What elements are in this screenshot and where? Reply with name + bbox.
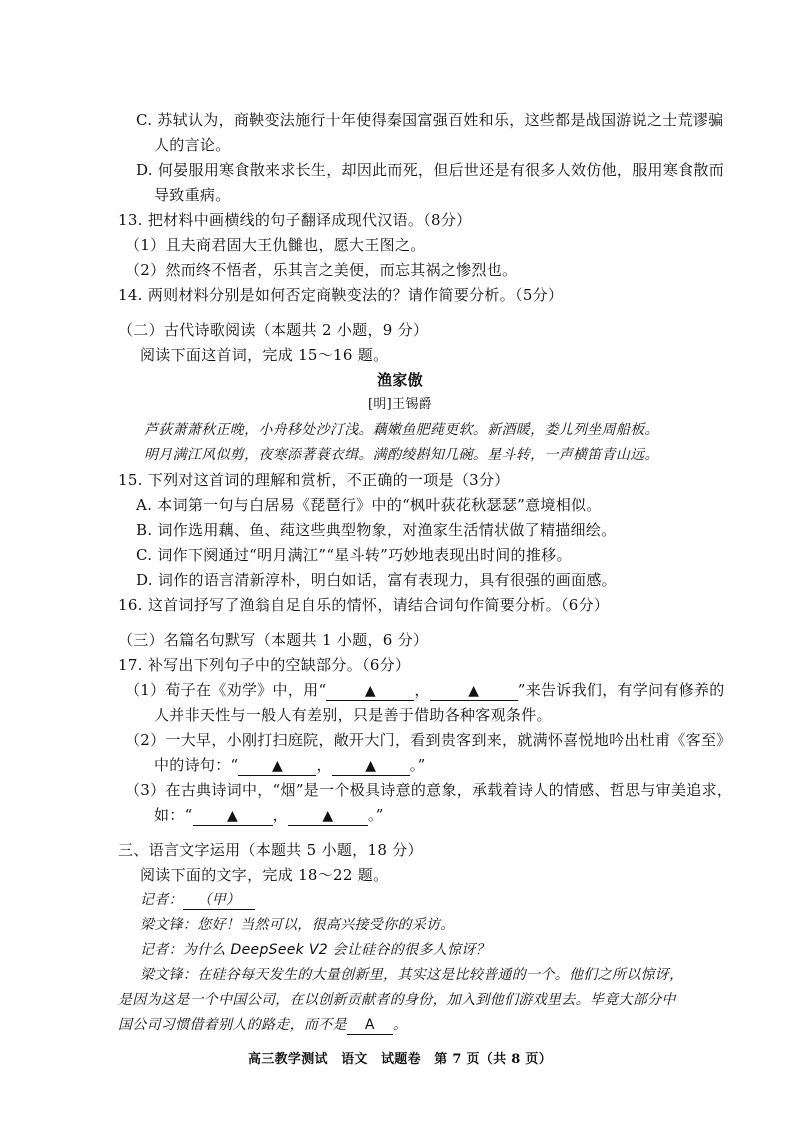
q17-item1-suffix: ”来告诉我们，有学问有修养的	[517, 681, 725, 699]
poem-line-1: 芦荻萧萧秋正晚，小舟移处沙汀浅。藕嫩鱼肥莼更软。新酒暖，娄儿列坐周船板。	[144, 422, 659, 438]
q17-item-3-blanks	[154, 805, 384, 826]
reporter-question: 记者：为什么 DeepSeek V2 会让硅谷的很多人惊讶？	[140, 942, 490, 958]
reply-end: 。	[392, 1017, 408, 1033]
liang-reply-1: 梁文锋：您好！当然可以，很高兴接受你的采访。	[140, 917, 455, 933]
q15-option-b: B. 词作选用藕、鱼、莼这些典型物象，对渔家生活情状做了精描细绘。	[136, 521, 617, 539]
q17-item-2: （2）一大早，小刚打扫庭院，敞开大门，看到贵客到来，就满怀喜悦地吟出杜甫《客至》	[125, 731, 732, 749]
blank-a[interactable]: A	[347, 1016, 393, 1035]
q17-item1-prefix: （1）荀子在《劝学》中，用“	[125, 681, 327, 699]
q13-title: 13. 把材料中画横线的句子翻译成现代汉语。（8分）	[118, 211, 472, 229]
blank-jia[interactable]: （甲）	[183, 891, 255, 910]
blank-marker: ▲	[364, 683, 376, 699]
q16-title: 16. 这首词抒写了渔翁自足自乐的情怀，请结合词句作简要分析。（6分）	[118, 596, 610, 614]
poem-line-2: 明月满江风似剪，夜寒添著蓑衣缉。满酌绫斟知几碗。星斗转，一声横笛青山远。	[144, 447, 659, 463]
liang-reply-2-line-3	[118, 1015, 407, 1035]
poem-author: [明]王锡爵	[368, 397, 432, 412]
blank-marker: ▲	[468, 683, 480, 699]
reply-text: 国公司习惯借着别人的路走，而不是	[118, 1017, 347, 1033]
q17-title: 17. 补写出下列句子中的空缺部分。（6分）	[118, 656, 411, 674]
poem-title: 渔家傲	[377, 371, 423, 389]
q17-item1-separator: ，	[414, 681, 430, 699]
liang-reply-2-line-1: 梁文锋：在硅谷每天发生的大量创新里，其实这是比较普通的一个。他们之所以惊讶，	[140, 967, 684, 983]
part3-heading: 三、语言文字运用（本题共 5 小题，18 分）	[118, 841, 423, 859]
section2-heading: （二）古代诗歌阅读（本题共 2 小题，9 分）	[118, 321, 429, 339]
section2-instruction: 阅读下面这首词，完成 15～16 题。	[140, 346, 389, 364]
q17-blank-3[interactable]	[238, 756, 316, 776]
section3-heading: （三）名篇名句默写（本题共 1 小题，6 分）	[118, 631, 429, 649]
q17-item2-prefix: 中的诗句：“	[154, 756, 239, 774]
q13-item-2: （2）然而终不悟者，乐其言之美便，而忘其祸之惨烈也。	[125, 261, 518, 279]
page-footer: 高三教学测试 语文 试题卷 第 7 页（共 8 页）	[248, 1052, 552, 1067]
q17-item3-prefix: 如：“	[154, 806, 193, 824]
q17-blank-5[interactable]	[193, 806, 273, 826]
q15-option-d: D. 词作的语言清新淳朴，明白如话，富有表现力，具有很强的画面感。	[136, 571, 617, 589]
reporter-label: 记者：	[140, 892, 183, 908]
q15-title: 15. 下列对这首词的理解和赏析，不正确的一项是（3分）	[118, 471, 510, 489]
blank-marker: ▲	[365, 758, 377, 774]
blank-marker: ▲	[227, 808, 239, 824]
blank-marker: ▲	[322, 808, 334, 824]
q12-option-d: D. 何晏服用寒食散来求长生，却因此而死，但后世还是有很多人效仿他，服用寒食散而	[136, 161, 725, 179]
q12-option-d-cont: 导致重病。	[154, 186, 231, 204]
q17-item-2-blanks	[154, 755, 426, 776]
q15-option-c: C. 词作下阕通过“明月满江”“星斗转”巧妙地表现出时间的推移。	[136, 546, 572, 564]
part3-instruction: 阅读下面的文字，完成 18～22 题。	[140, 866, 389, 884]
q17-item-1-cont: 人并非天性与一般人有差别，只是善于借助各种客观条件。	[154, 706, 552, 724]
q17-item2-separator: ，	[316, 756, 332, 774]
q13-item-1: （1）且夫商君固大王仇雠也，愿大王图之。	[125, 236, 426, 254]
q17-item3-separator: ，	[272, 806, 288, 824]
q17-item-3: （3）在古典诗词中，“烟”是一个极具诗意的意象，承载着诗人的情感、哲思与审美追求，	[125, 781, 733, 799]
q17-blank-6[interactable]	[288, 806, 368, 826]
q17-blank-4[interactable]	[332, 756, 410, 776]
blank-marker: ▲	[271, 758, 284, 774]
q17-blank-1[interactable]	[326, 681, 414, 701]
q17-item-1	[125, 680, 725, 701]
q17-item2-suffix: 。”	[409, 756, 426, 774]
reporter-line-1	[140, 890, 255, 910]
liang-reply-2-line-2: 是因为这是一个中国公司，在以创新贡献者的身份，加入到他们游戏里去。毕竟大部分中	[118, 992, 676, 1008]
q17-blank-2[interactable]	[430, 681, 518, 701]
q15-option-a: A. 本词第一句与白居易《琵琶行》中的“枫叶荻花秋瑟瑟”意境相似。	[136, 496, 602, 514]
q12-option-c: C. 苏轼认为，商鞅变法施行十年使得秦国富强百姓和乐，这些都是战国游说之士荒谬骗	[136, 111, 724, 129]
q14-title: 14. 两则材料分别是如何否定商鞅变法的？请作简要分析。（5分）	[118, 286, 564, 304]
q17-item3-suffix: 。”	[367, 806, 384, 824]
q12-option-c-cont: 人的言论。	[154, 136, 231, 154]
